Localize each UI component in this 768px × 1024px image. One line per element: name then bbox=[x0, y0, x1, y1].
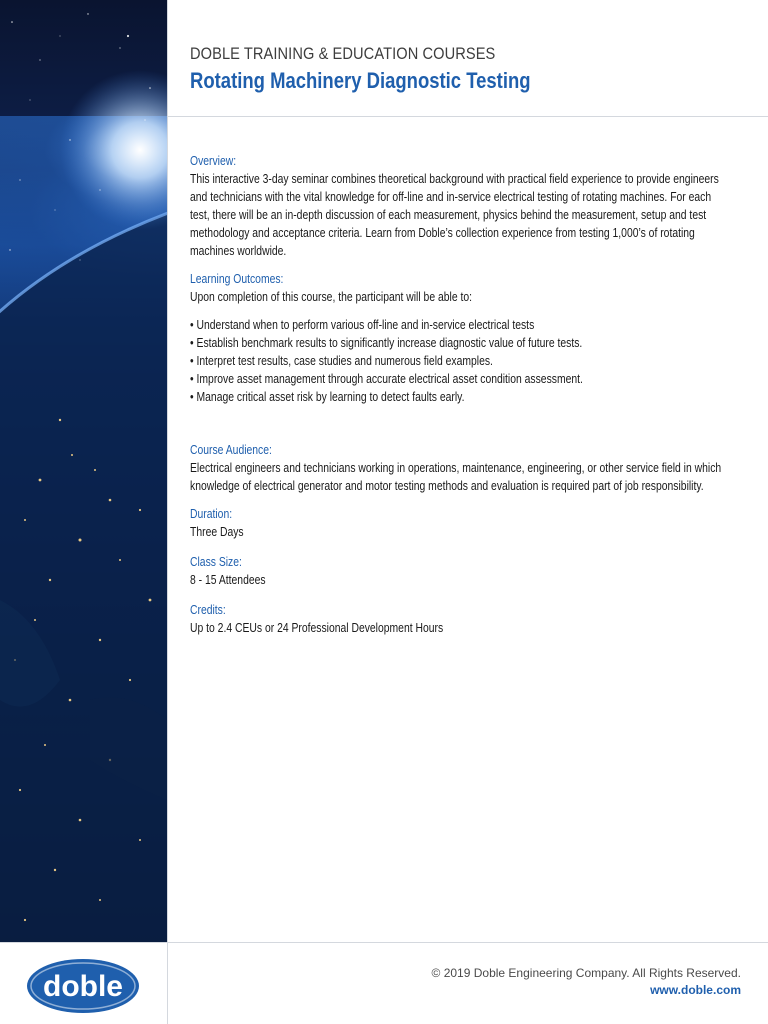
page-header bbox=[190, 44, 750, 94]
outcomes-heading: Learning Outcomes: bbox=[190, 272, 284, 286]
website-link[interactable]: www.doble.com bbox=[650, 983, 741, 997]
duration-heading: Duration: bbox=[190, 507, 233, 521]
earth-space-artwork bbox=[0, 0, 167, 942]
footer-divider bbox=[0, 942, 768, 943]
class-size-heading: Class Size: bbox=[190, 555, 242, 569]
page-title: Rotating Machinery Diagnostic Testing bbox=[190, 68, 531, 93]
page-footer bbox=[432, 965, 741, 999]
vertical-divider bbox=[167, 0, 168, 1024]
course-category: DOBLE TRAINING & EDUCATION COURSES bbox=[190, 44, 496, 63]
credits-heading: Credits: bbox=[190, 603, 226, 617]
copyright-text: © 2019 Doble Engineering Company. All Rights Reserved. bbox=[431, 966, 741, 980]
credits-value: Up to 2.4 CEUs or 24 Professional Development Hours bbox=[190, 621, 444, 635]
earth-space-image bbox=[0, 0, 167, 942]
outcomes-list bbox=[190, 316, 730, 406]
overview-body: This interactive 3-day seminar combines theoretical background with practical field experience to provide engineers and technicians with the vital knowledge for off-line and in-service electrical testing of rotating machines. For each test, there will be an in-depth discussion of each measurement, physics behind the measurement, setup and test methodology and acceptance criteria. Learn from Doble’s collection experience from testing 1,000’s of rotating machines worldwide. bbox=[190, 172, 719, 258]
audience-body: Electrical engineers and technicians working in operations, maintenance, engineering, or other service field in which knowledge of electrical generator and motor testing methods and evaluation is required part of job responsibility. bbox=[190, 461, 722, 493]
list-item: • Interpret test results, case studies and numerous field examples. bbox=[190, 352, 730, 370]
audience-heading: Course Audience: bbox=[190, 443, 272, 457]
overview-heading: Overview: bbox=[190, 154, 237, 168]
list-item: • Understand when to perform various off-line and in-service electrical tests bbox=[190, 316, 730, 334]
list-item: • Establish benchmark results to significantly increase diagnostic value of future tests. bbox=[190, 334, 730, 352]
svg-text:doble: doble bbox=[43, 970, 123, 1003]
course-content bbox=[190, 152, 730, 637]
doble-logo bbox=[26, 958, 140, 1019]
outcomes-intro: Upon completion of this course, the participant will be able to: bbox=[190, 290, 473, 304]
header-divider bbox=[168, 116, 768, 117]
list-item: • Improve asset management through accurate electrical asset condition assessment. bbox=[190, 370, 730, 388]
duration-value: Three Days bbox=[190, 525, 244, 539]
list-item: • Manage critical asset risk by learning to detect faults early. bbox=[190, 388, 730, 406]
class-size-value: 8 - 15 Attendees bbox=[190, 573, 266, 587]
